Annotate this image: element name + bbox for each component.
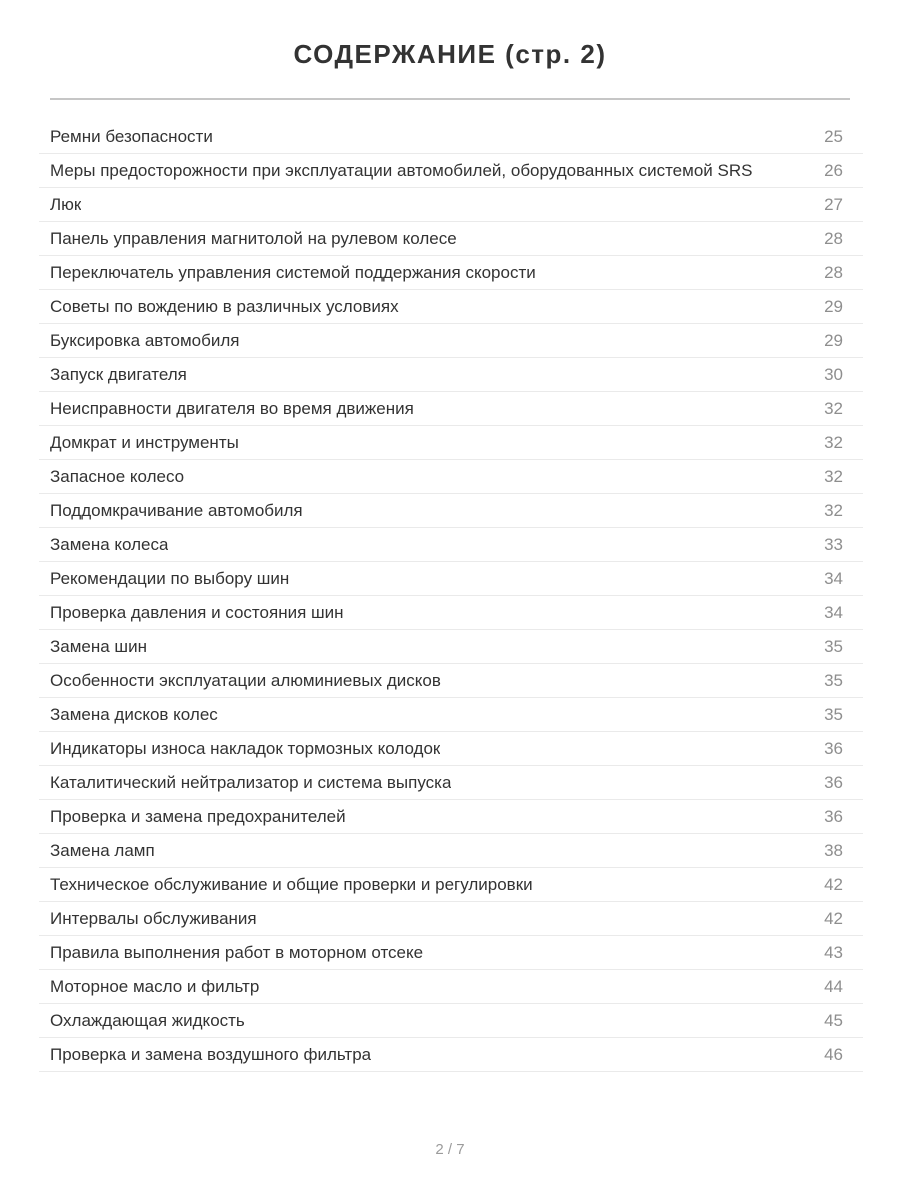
toc-entry-title: Замена ламп	[50, 840, 155, 860]
toc-entry-title: Переключатель управления системой поддержания скорости	[50, 262, 536, 282]
toc-entry[interactable]	[39, 460, 863, 494]
toc-entry-title: Проверка давления и состояния шин	[50, 602, 344, 622]
toc-entry[interactable]	[39, 222, 863, 256]
toc-entry[interactable]	[39, 562, 863, 596]
toc-entry-page: 30	[824, 364, 843, 384]
toc-entry-page: 36	[824, 806, 843, 826]
toc-entry-page: 34	[824, 568, 843, 588]
toc-entry[interactable]	[39, 290, 863, 324]
toc-entry-page: 46	[824, 1044, 843, 1064]
toc-entry[interactable]	[39, 902, 863, 936]
toc-entry[interactable]	[39, 936, 863, 970]
toc-entry[interactable]	[39, 970, 863, 1004]
toc-entry-title: Ремни безопасности	[50, 126, 213, 146]
toc-entry[interactable]	[39, 664, 863, 698]
toc-entry-title: Интервалы обслуживания	[50, 908, 257, 928]
toc-entry-page: 29	[824, 296, 843, 316]
toc-entry-title: Советы по вождению в различных условиях	[50, 296, 399, 316]
toc-entry-title: Замена колеса	[50, 534, 169, 554]
toc-entry[interactable]	[39, 188, 863, 222]
toc-entry-page: 36	[824, 772, 843, 792]
toc-entry-title: Замена шин	[50, 636, 147, 656]
toc-entry-title: Меры предосторожности при эксплуатации автомобилей, оборудованных системой SRS	[50, 160, 753, 180]
toc-entry-page: 45	[824, 1010, 843, 1030]
toc-entry-title: Запасное колесо	[50, 466, 185, 486]
toc-entry-page: 25	[824, 126, 843, 146]
toc-entry-title: Охлаждающая жидкость	[50, 1010, 245, 1030]
toc-entry-title: Замена дисков колес	[50, 704, 218, 724]
toc-entry[interactable]	[39, 358, 863, 392]
toc-entry-page: 27	[824, 194, 843, 214]
toc-entry-page: 35	[824, 704, 843, 724]
toc-entry-page: 32	[824, 398, 843, 418]
page-indicator: 2 / 7	[435, 1141, 465, 1158]
toc-entry-page: 44	[824, 976, 843, 996]
toc-entry-title: Запуск двигателя	[50, 364, 187, 384]
toc-entry-title: Техническое обслуживание и общие проверки и регулировки	[50, 874, 533, 894]
toc-entry[interactable]	[39, 596, 863, 630]
toc-entry-page: 36	[824, 738, 843, 758]
toc-entry-title: Поддомкрачивание автомобиля	[50, 500, 303, 520]
toc-entry-title: Панель управления магнитолой на рулевом колесе	[50, 228, 457, 248]
toc-entry-title: Рекомендации по выбору шин	[50, 568, 290, 588]
toc-entry[interactable]	[39, 528, 863, 562]
toc-entry-title: Проверка и замена воздушного фильтра	[50, 1044, 372, 1064]
toc-entry[interactable]	[39, 1004, 863, 1038]
toc-entry-title: Индикаторы износа накладок тормозных колодок	[50, 738, 441, 758]
toc-entry-page: 32	[824, 500, 843, 520]
toc-entry[interactable]	[39, 834, 863, 868]
toc-entry[interactable]	[39, 120, 863, 154]
toc-entry-page: 33	[824, 534, 843, 554]
toc-entry-title: Буксировка автомобиля	[50, 330, 240, 350]
toc-entry-page: 42	[824, 874, 843, 894]
toc-list	[39, 120, 863, 1072]
toc-entry[interactable]	[39, 324, 863, 358]
toc-entry-page: 28	[824, 262, 843, 282]
toc-entry-title: Моторное масло и фильтр	[50, 976, 260, 996]
toc-entry-page: 42	[824, 908, 843, 928]
toc-entry-title: Особенности эксплуатации алюминиевых дисков	[50, 670, 441, 690]
toc-entry[interactable]	[39, 256, 863, 290]
toc-entry-page: 29	[824, 330, 843, 350]
toc-entry-page: 35	[824, 636, 843, 656]
toc-entry-title: Проверка и замена предохранителей	[50, 806, 346, 826]
toc-entry[interactable]	[39, 800, 863, 834]
toc-entry-page: 38	[824, 840, 843, 860]
toc-entry[interactable]	[39, 154, 863, 188]
toc-entry-page: 26	[824, 160, 843, 180]
toc-entry-page: 28	[824, 228, 843, 248]
toc-entry-title: Правила выполнения работ в моторном отсеке	[50, 942, 424, 962]
toc-entry[interactable]	[39, 732, 863, 766]
toc-entry[interactable]	[39, 494, 863, 528]
toc-entry-title: Люк	[50, 194, 82, 214]
toc-entry[interactable]	[39, 698, 863, 732]
toc-entry[interactable]	[39, 630, 863, 664]
toc-entry-page: 32	[824, 466, 843, 486]
page-title: СОДЕРЖАНИЕ (стр. 2)	[293, 39, 607, 69]
toc-entry-title: Неисправности двигателя во время движения	[50, 398, 414, 418]
toc-entry[interactable]	[39, 868, 863, 902]
toc-entry-title: Домкрат и инструменты	[50, 432, 239, 452]
toc-entry[interactable]	[39, 1038, 863, 1072]
toc-entry-page: 35	[824, 670, 843, 690]
toc-entry-title: Каталитический нейтрализатор и система выпуска	[50, 772, 452, 792]
title-divider	[50, 98, 850, 100]
toc-entry-page: 34	[824, 602, 843, 622]
toc-entry-page: 43	[824, 942, 843, 962]
toc-entry[interactable]	[39, 766, 863, 800]
toc-entry[interactable]	[39, 392, 863, 426]
toc-entry[interactable]	[39, 426, 863, 460]
toc-entry-page: 32	[824, 432, 843, 452]
